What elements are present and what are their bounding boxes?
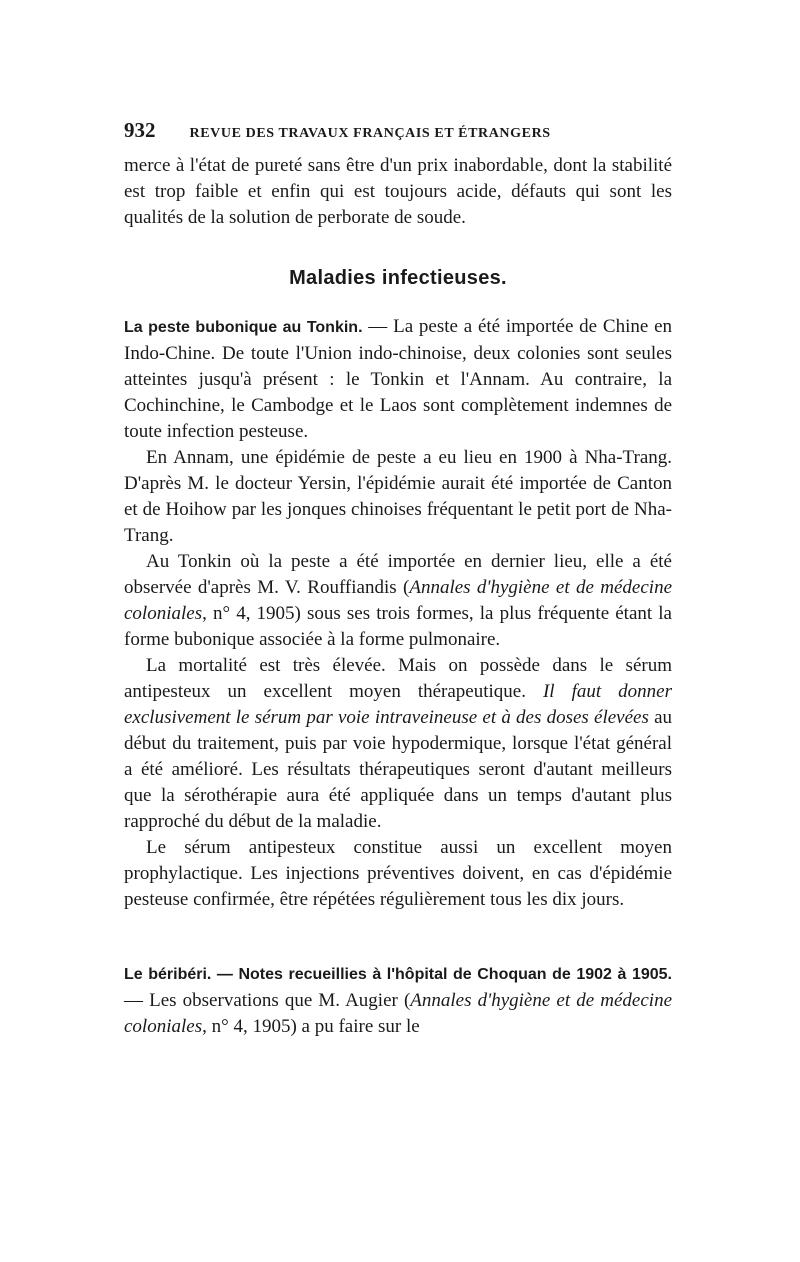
peste-paragraph-4-emphasis: Il faut donner exclusivement le sérum par voie intraveineuse et à des doses élevées	[124, 681, 672, 728]
running-head	[124, 118, 672, 143]
beriberi-title: Le béribéri. — Notes recueillies à l'hôpital de Choquan de 1902 à 1905.	[124, 966, 672, 983]
beriberi-paragraph	[124, 961, 672, 1040]
beriberi-text-b: , n° 4, 1905) a pu faire sur le	[202, 1016, 420, 1037]
peste-paragraph-5: Le sérum antipesteux constitue aussi un excellent moyen prophylactique. Les injections préventives doivent, en cas d'épidémie pesteuse confirmée, être répétées régulièrement tous les dix jours.	[124, 837, 672, 910]
continuation-paragraph: merce à l'état de pureté sans être d'un prix inabordable, dont la stabilité est trop faible et enfin qui est toujours acide, défauts qui sont les qualités de la solution de perborate de soude.	[124, 155, 672, 228]
peste-paragraph-1-text: — La peste a été importée de Chine en Indo-Chine. De toute l'Union indo-chinoise, deux colonies sont seules atteintes jusqu'à présent : le Tonkin et l'Annam. Au contraire, la Cochinchine, le Cambodge et le Laos sont complètement indemnes de toute infection pesteuse.	[124, 316, 673, 442]
section-heading: Maladies infectieuses.	[289, 267, 507, 289]
page-content	[124, 118, 672, 1040]
peste-paragraph-3-b: , n° 4, 1905) sous ses trois formes, la plus fréquente étant la forme bubonique associée à la forme pulmonaire.	[124, 603, 672, 650]
peste-paragraph-3-a: Au Tonkin où la peste a été importée en dernier lieu, elle a été observée d'après M. V. Rouffiandis (	[124, 551, 672, 598]
peste-title: La peste bubonique au Tonkin.	[124, 319, 363, 336]
beriberi-citation: Annales d'hygiène et de médecine coloniales	[124, 990, 672, 1037]
peste-paragraph-4-b: au début du traitement, puis par voie hypodermique, lorsque l'état général a été amélioré. Les résultats thérapeutiques seront d'autant meilleurs que la sérothérapie aura été appliquée dans un temps d'autant plus rapproché du début de la maladie.	[124, 707, 673, 832]
peste-paragraph-1	[124, 314, 672, 445]
peste-paragraph-4	[124, 653, 672, 835]
beriberi-text-a: — Les observations que M. Augier (	[124, 990, 411, 1011]
peste-paragraph-3-citation: Annales d'hygiène et de médecine coloniales	[124, 577, 672, 624]
journal-title: REVUE DES TRAVAUX FRANÇAIS ET ÉTRANGERS	[189, 126, 551, 141]
page-number: 932	[124, 118, 156, 142]
peste-paragraph-3	[124, 549, 672, 653]
peste-paragraph-2: En Annam, une épidémie de peste a eu lieu en 1900 à Nha-Trang. D'après M. le docteur Yersin, l'épidémie aurait été importée de Canton et de Hoihow par les jonques chinoises fréquentant le petit port de Nha-Trang.	[124, 447, 672, 546]
peste-paragraph-4-a: La mortalité est très élevée. Mais on possède dans le sérum antipesteux un excellent moyen thérapeutique.	[124, 655, 672, 702]
